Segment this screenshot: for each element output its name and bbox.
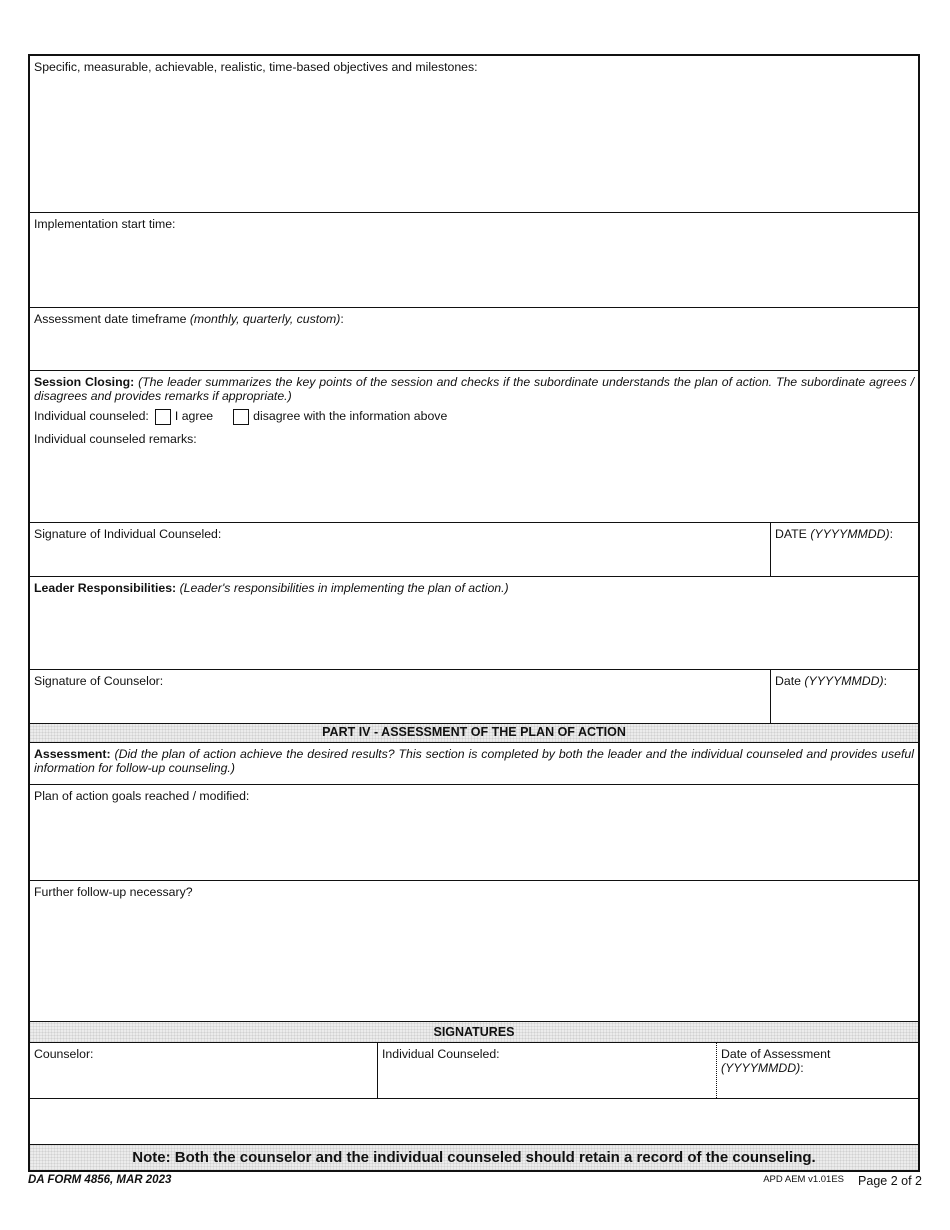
agreement-line bbox=[34, 406, 914, 426]
objectives-section bbox=[30, 56, 918, 213]
leader-responsibilities-section bbox=[30, 577, 918, 670]
counseled-signature-field[interactable] bbox=[33, 545, 767, 573]
counseled-signature-row bbox=[30, 523, 918, 577]
counselor-signature-label: Signature of Counselor: bbox=[34, 674, 164, 688]
counselor-date-label: Date (YYYYMMDD): bbox=[775, 674, 888, 688]
leader-responsibilities-label: Leader Responsibilities: (Leader's responsibilities in implementing the plan of action.) bbox=[34, 581, 509, 595]
form-number: DA FORM 4856, MAR 2023 bbox=[28, 1174, 172, 1186]
counseling-form-page-2 bbox=[28, 54, 920, 1172]
disagree-label: disagree with the information above bbox=[253, 409, 448, 423]
session-closing-text: Session Closing: (The leader summarizes the key points of the session and checks if the subordinate understands the plan of action. The subordinate agrees / disagrees and provides remarks if appropriate.) bbox=[34, 375, 914, 403]
signatures-row bbox=[30, 1043, 918, 1099]
assessment-date-field[interactable] bbox=[720, 1065, 915, 1095]
goals-label: Plan of action goals reached / modified: bbox=[34, 789, 250, 803]
retention-note: Note: Both the counselor and the individual counseled should retain a record of the counseling. bbox=[132, 1149, 816, 1166]
counseled-label: Individual counseled: bbox=[34, 409, 149, 423]
counselor-label: Counselor: bbox=[34, 1047, 94, 1061]
part-iv-header bbox=[30, 724, 918, 743]
assessment-description bbox=[30, 743, 918, 785]
assessment-timeframe-field[interactable] bbox=[33, 330, 915, 367]
start-time-label: Implementation start time: bbox=[34, 217, 176, 231]
assessment-timeframe-section bbox=[30, 308, 918, 371]
disagree-checkbox[interactable] bbox=[233, 409, 249, 425]
page-number: Page 2 of 2 bbox=[858, 1174, 922, 1188]
objectives-label: Specific, measurable, achievable, realistic, time-based objectives and milestones: bbox=[34, 60, 478, 74]
signatures-title: SIGNATURES bbox=[433, 1025, 515, 1039]
objectives-field[interactable] bbox=[33, 78, 915, 209]
followup-section bbox=[30, 881, 918, 1022]
individual-counseled-field[interactable] bbox=[381, 1065, 713, 1095]
assessment-text: Assessment: (Did the plan of action achieve the desired results? This section is completed by both the leader and the individual counseled and provides useful information for follow-up counseling.) bbox=[34, 747, 914, 775]
remarks-field[interactable] bbox=[33, 457, 915, 519]
assessment-date-label: Date of Assessment (YYYYMMDD): bbox=[721, 1047, 831, 1075]
followup-label: Further follow-up necessary? bbox=[34, 885, 193, 899]
session-closing-section bbox=[30, 371, 918, 523]
agree-checkbox[interactable] bbox=[155, 409, 171, 425]
page-footer bbox=[28, 1173, 922, 1191]
counselor-signature-row bbox=[30, 670, 918, 724]
leader-responsibilities-field[interactable] bbox=[33, 599, 915, 666]
counselor-field[interactable] bbox=[33, 1065, 374, 1095]
start-time-field[interactable] bbox=[33, 235, 915, 304]
version-label: APD AEM v1.01ES bbox=[763, 1174, 844, 1185]
counselor-date-field[interactable] bbox=[774, 692, 915, 720]
agree-label: I agree bbox=[174, 409, 214, 423]
note-row bbox=[30, 1145, 918, 1170]
followup-field[interactable] bbox=[33, 903, 915, 1018]
start-time-section bbox=[30, 213, 918, 308]
remarks-label: Individual counseled remarks: bbox=[34, 432, 197, 446]
goals-section bbox=[30, 785, 918, 881]
assessment-timeframe-label: Assessment date timeframe (monthly, quarterly, custom): bbox=[34, 312, 344, 326]
counseled-date-label: DATE (YYYYMMDD): bbox=[775, 527, 893, 541]
counseled-date-field[interactable] bbox=[774, 545, 915, 573]
signatures-header bbox=[30, 1022, 918, 1043]
goals-field[interactable] bbox=[33, 807, 915, 877]
blank-row bbox=[30, 1099, 918, 1145]
counselor-signature-field[interactable] bbox=[33, 692, 767, 720]
individual-counseled-label: Individual Counseled: bbox=[382, 1047, 500, 1061]
counseled-signature-label: Signature of Individual Counseled: bbox=[34, 527, 222, 541]
part-iv-title: PART IV - ASSESSMENT OF THE PLAN OF ACTION bbox=[322, 725, 626, 739]
